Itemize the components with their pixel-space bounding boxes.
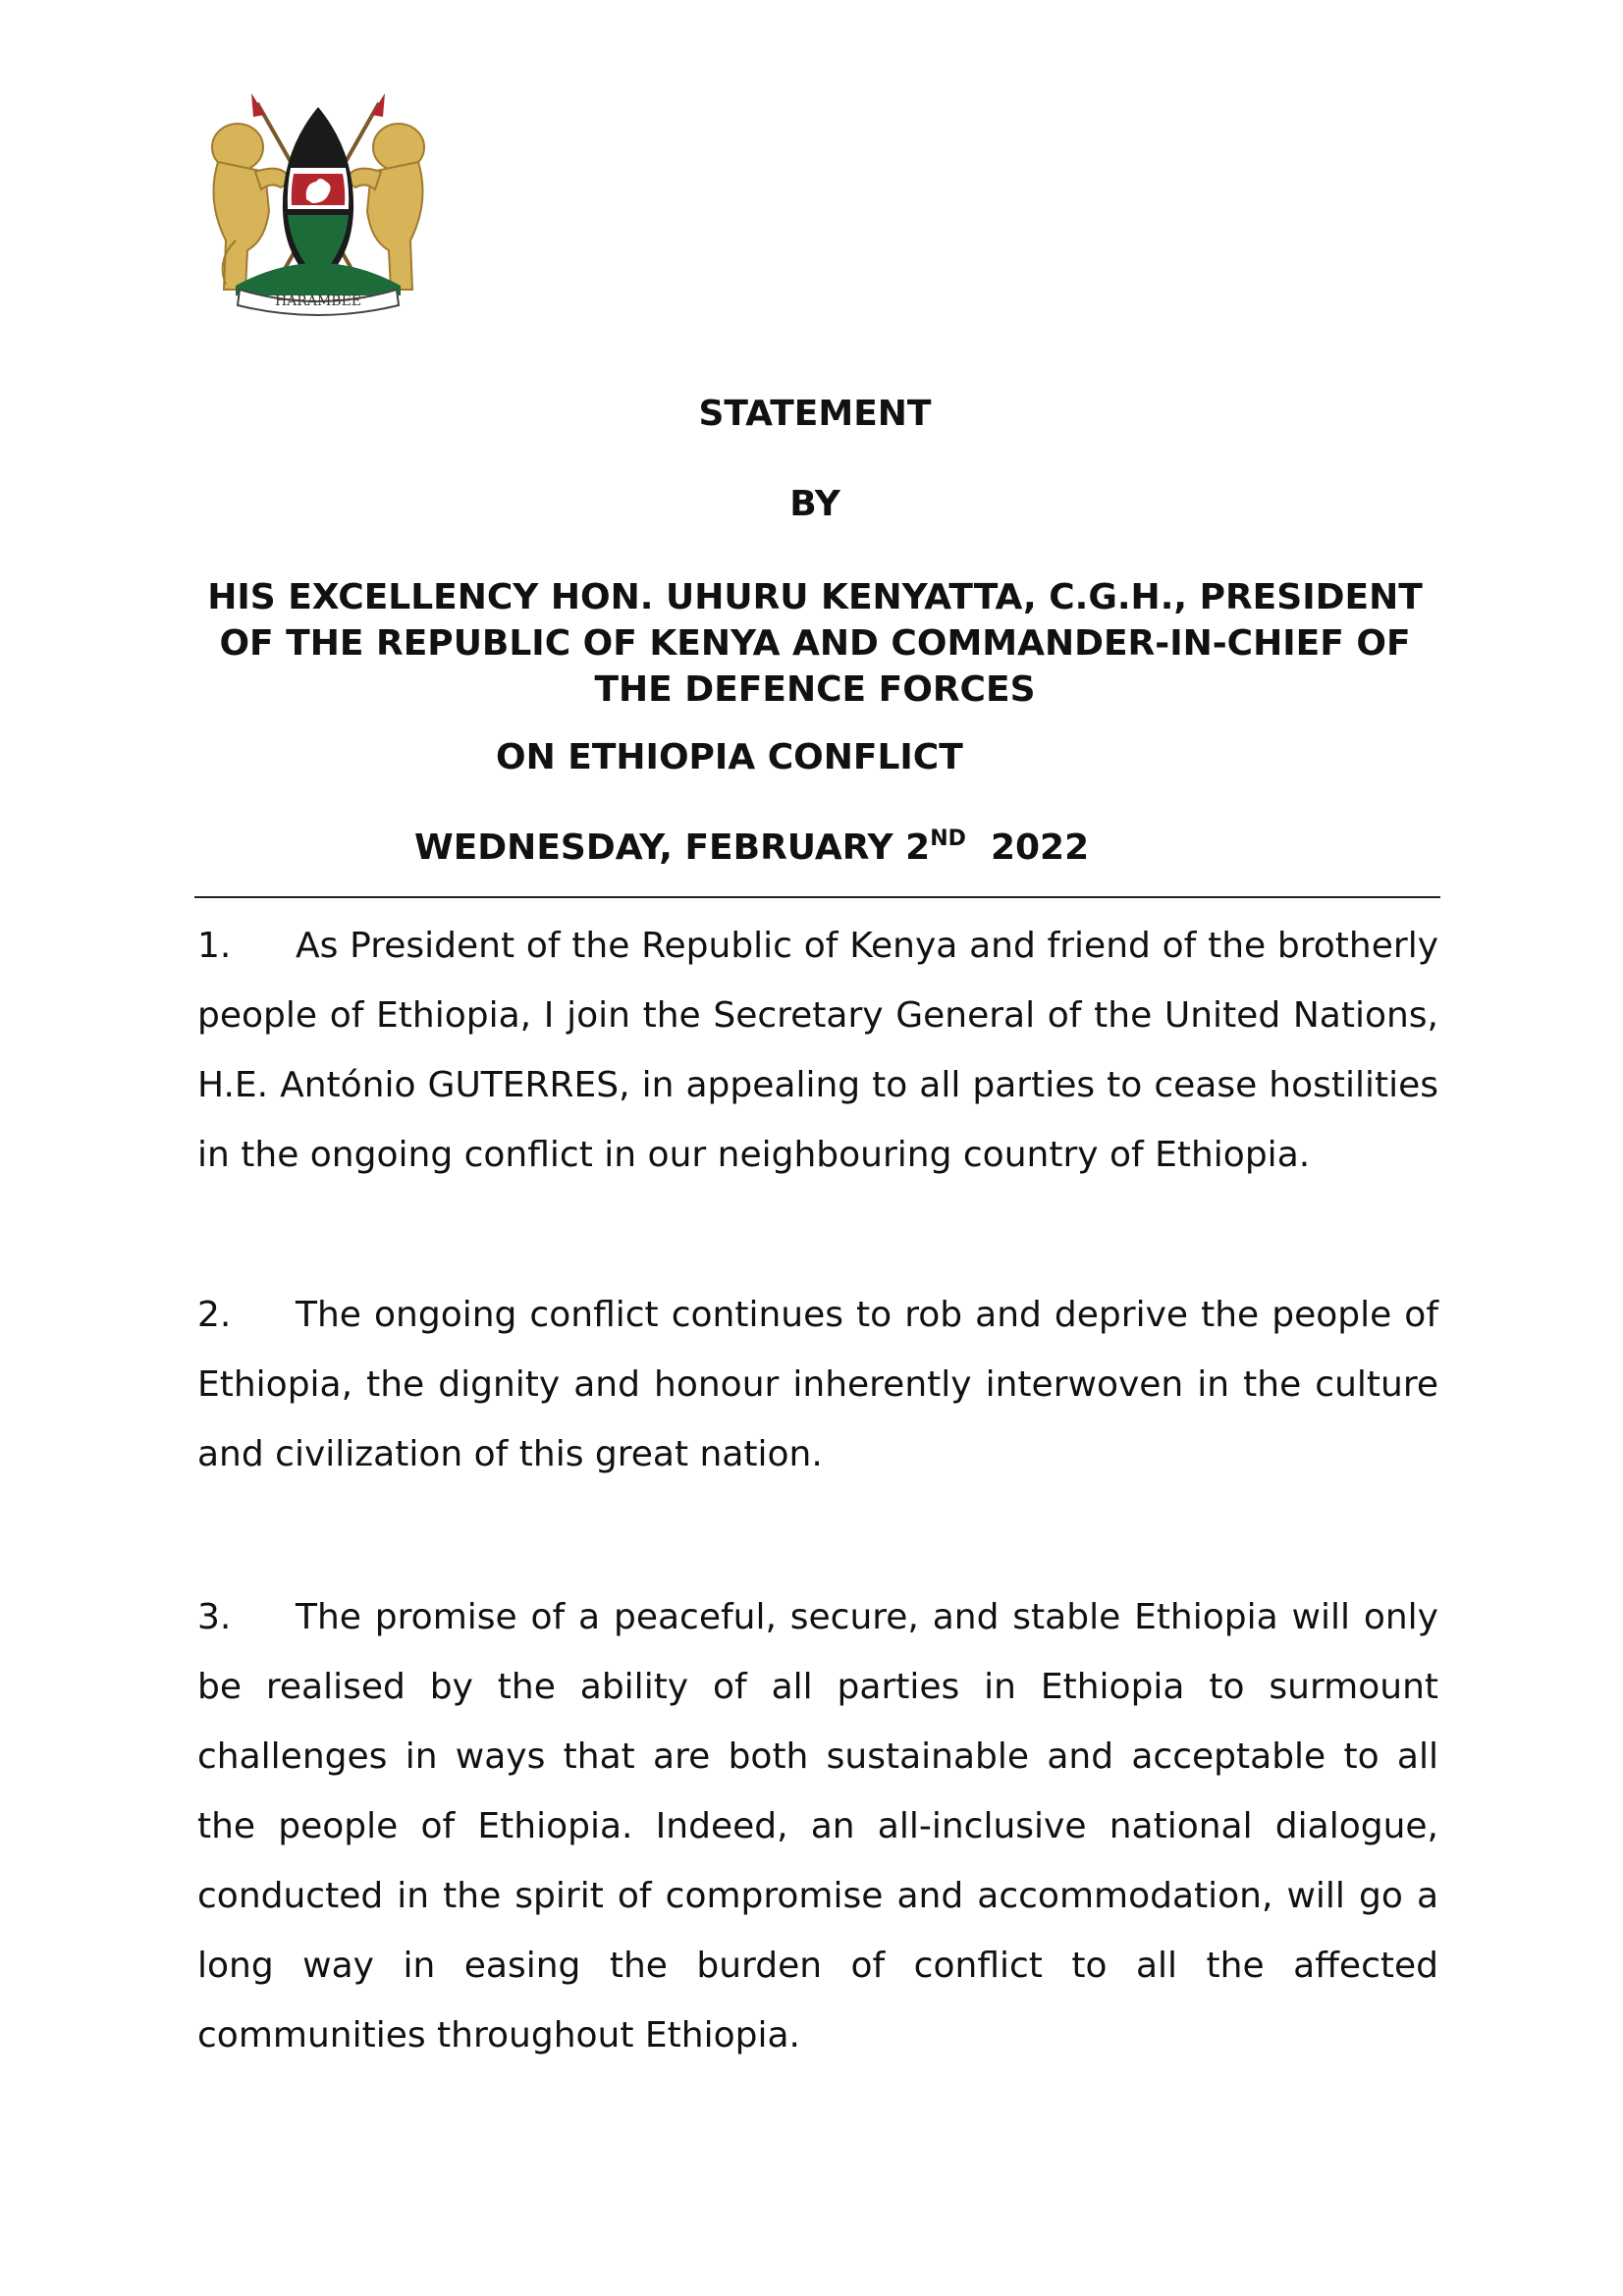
- divider-rule: [194, 896, 1440, 898]
- date-year: 2022: [990, 828, 1090, 868]
- paragraph: [197, 1582, 1438, 2070]
- statement-heading: STATEMENT: [698, 394, 932, 434]
- paragraph-text: The promise of a peaceful, secure, and stable Ethiopia will only be realised by the ability of all parties in Ethiopia to surmount challenges in ways that are both sustainable and acceptable to all the people of Ethiopia. Indeed, an all-inclusive national dialogue, conducted in the spirit of compromise and accommodation, will go a long way in easing the burden of conflict to all the affected communities throughout Ethiopia.: [197, 1597, 1438, 2056]
- speaker-title-line: THE DEFENCE FORCES: [594, 669, 1036, 710]
- date-heading: [414, 825, 1089, 871]
- speaker-title-line: OF THE REPUBLIC OF KENYA AND COMMANDER-IN-CHIEF OF: [219, 623, 1411, 664]
- topic-heading: ON ETHIOPIA CONFLICT: [496, 737, 963, 777]
- coat-of-arms-emblem: [196, 93, 440, 317]
- paragraph-text: As President of the Republic of Kenya and friend of the brotherly people of Ethiopia, I join the Secretary General of the United Nations, H.E. António GUTERRES, in appealing to all parties to cease hostilities in the ongoing conflict in our neighbouring country of Ethiopia.: [197, 926, 1438, 1175]
- paragraph-number: 1.: [197, 926, 232, 966]
- speaker-title-line: HIS EXCELLENCY HON. UHURU KENYATTA, C.G.H., PRESIDENT: [207, 577, 1423, 617]
- by-heading: BY: [789, 484, 840, 524]
- motto-text: HARAMBEE: [274, 294, 362, 309]
- date-ordinal: ND: [930, 827, 966, 851]
- speaker-title: [0, 574, 1623, 713]
- paragraph-text: The ongoing conflict continues to rob and deprive the people of Ethiopia, the dignity and honour inherently interwoven in the culture and civilization of this great nation.: [197, 1295, 1438, 1474]
- date-prefix: WEDNESDAY, FEBRUARY 2: [414, 828, 931, 868]
- paragraph-number: 3.: [197, 1597, 232, 1637]
- paragraph: [197, 911, 1438, 1190]
- paragraph: [197, 1280, 1438, 1489]
- paragraph-number: 2.: [197, 1295, 232, 1335]
